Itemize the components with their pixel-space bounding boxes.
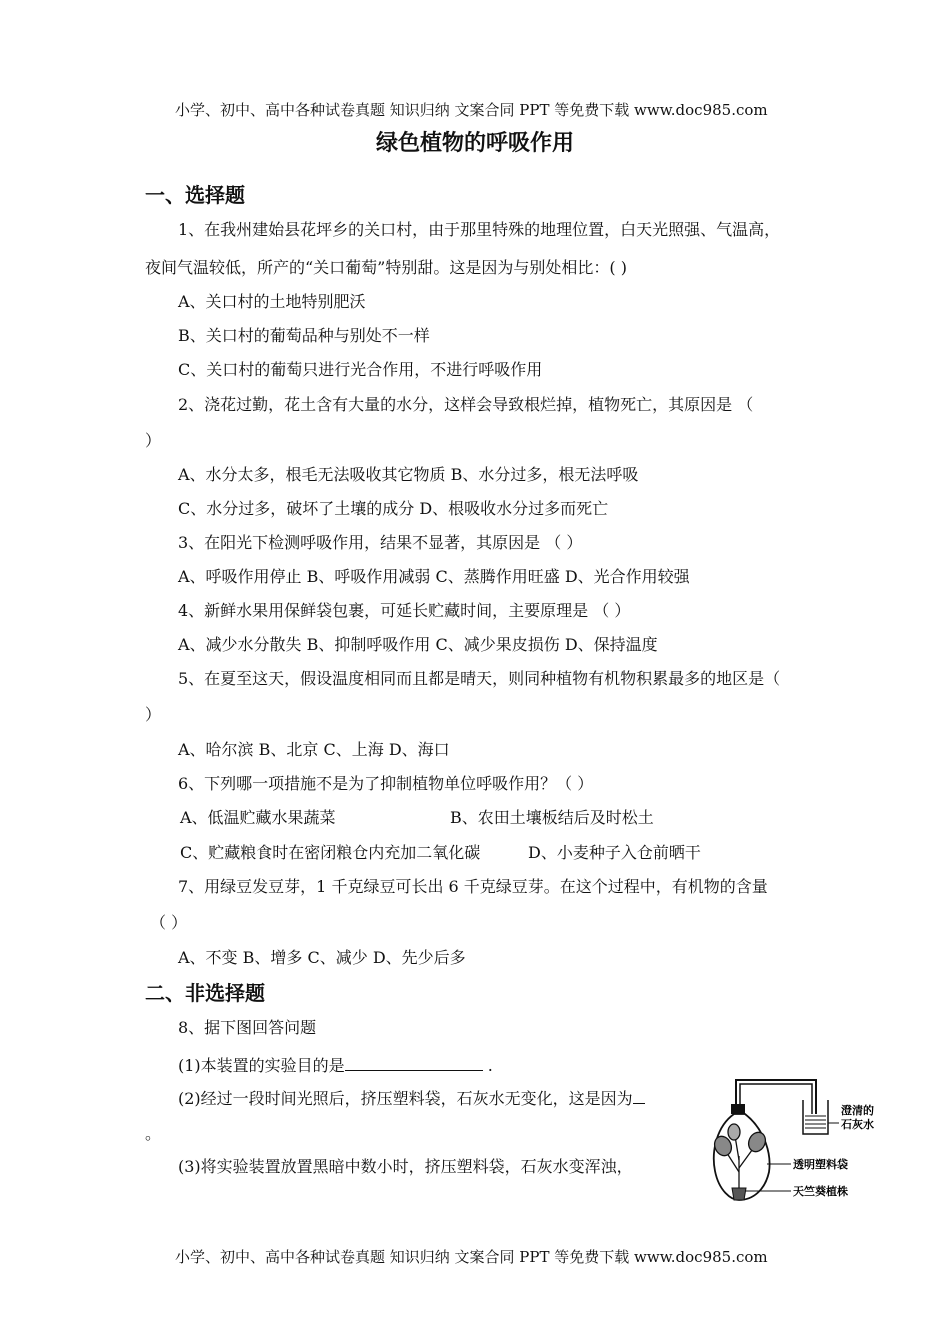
label-plastic-bag: 透明塑料袋 xyxy=(793,1158,848,1171)
question-2-line-2: ） xyxy=(145,431,162,450)
question-7-options: A、不变 B、增多 C、减少 D、先少后多 xyxy=(178,948,466,967)
question-8-part-2-end: 。 xyxy=(145,1124,162,1143)
page-footer: 小学、初中、高中各种试卷真题 知识归纳 文案合同 PPT 等免费下载 www.doc985.com xyxy=(175,1248,768,1266)
question-1-option-a: A、关口村的土地特别肥沃 xyxy=(178,292,366,311)
section-nonchoice-heading: 二、非选择题 xyxy=(145,981,265,1005)
question-6-line-1: 6、下列哪一项措施不是为了抑制植物单位呼吸作用？（ ） xyxy=(178,774,594,793)
limewater-hatch xyxy=(805,1116,826,1128)
answer-blank-2[interactable] xyxy=(633,1087,645,1104)
plastic-bag xyxy=(714,1114,770,1200)
delivery-tube xyxy=(736,1080,816,1114)
question-7-line-1: 7、用绿豆发豆芽，1 千克绿豆可长出 6 千克绿豆芽。在这个过程中，有机物的含量 xyxy=(178,877,768,896)
experiment-apparatus-figure xyxy=(705,1076,890,1216)
question-6-option-b: B、农田土壤板结后及时松土 xyxy=(450,808,654,827)
flower-pot xyxy=(732,1188,746,1200)
question-7-line-2: （ ） xyxy=(150,913,188,932)
answer-blank-1[interactable] xyxy=(345,1054,483,1071)
question-6-option-d: D、小麦种子入仓前晒干 xyxy=(528,843,701,862)
page-header: 小学、初中、高中各种试卷真题 知识归纳 文案合同 PPT 等免费下载 www.doc985.com xyxy=(175,101,768,119)
label-limewater-2: 石灰水 xyxy=(841,1118,874,1131)
geranium-plant xyxy=(712,1124,769,1194)
question-1-option-c: C、关口村的葡萄只进行光合作用，不进行呼吸作用 xyxy=(178,360,543,379)
label-limewater-1: 澄清的 xyxy=(841,1104,874,1117)
question-8-part-3: (3)将实验装置放置黑暗中数小时，挤压塑料袋，石灰水变浑浊， xyxy=(178,1157,633,1176)
question-6-option-a: A、低温贮藏水果蔬菜 xyxy=(180,808,336,827)
question-4-line-1: 4、新鲜水果用保鲜袋包裹，可延长贮藏时间，主要原理是 （ ） xyxy=(178,601,631,620)
question-5-line-2: ） xyxy=(145,705,162,724)
question-2-options-cd: C、水分过多，破坏了土壤的成分 D、根吸收水分过多而死亡 xyxy=(178,499,609,518)
question-5-line-1: 5、在夏至这天，假设温度相同而且都是晴天，则同种植物有机物积累最多的地区是（ xyxy=(178,669,781,688)
question-8-part-1 xyxy=(178,1054,493,1076)
question-5-options: A、哈尔滨 B、北京 C、上海 D、海口 xyxy=(178,740,450,759)
delivery-tube-inner xyxy=(740,1084,812,1114)
question-8-line-1: 8、据下图回答问题 xyxy=(178,1018,317,1037)
label-plant: 天竺葵植株 xyxy=(793,1185,848,1198)
question-8-part-2 xyxy=(178,1087,645,1109)
question-8-part-1-end: . xyxy=(482,1056,493,1075)
question-8-part-1-text: (1)本装置的实验目的是 xyxy=(178,1056,345,1075)
question-8-part-2-text: (2)经过一段时间光照后，挤压塑料袋，石灰水无变化，这是因为 xyxy=(178,1089,633,1108)
question-6-option-c: C、贮藏粮食时在密闭粮仓内充加二氧化碳 xyxy=(180,843,481,862)
question-2-line-1: 2、浇花过勤，花土含有大量的水分，这样会导致根烂掉，植物死亡，其原因是 （ xyxy=(178,395,754,414)
section-choice-heading: 一、选择题 xyxy=(145,183,245,207)
question-3-options: A、呼吸作用停止 B、呼吸作用减弱 C、蒸腾作用旺盛 D、光合作用较强 xyxy=(178,567,690,586)
question-2-options-ab: A、水分太多，根毛无法吸收其它物质 B、水分过多，根无法呼吸 xyxy=(178,465,639,484)
question-3-line-1: 3、在阳光下检测呼吸作用，结果不显著，其原因是 （ ） xyxy=(178,533,583,552)
stopper xyxy=(731,1104,745,1114)
question-1-line-2: 夜间气温较低，所产的“关口葡萄”特别甜。这是因为与别处相比：( ) xyxy=(145,258,627,277)
apparatus-diagram xyxy=(705,1076,890,1216)
page-title: 绿色植物的呼吸作用 xyxy=(375,131,574,156)
question-1-line-1: 1、在我州建始县花坪乡的关口村，由于那里特殊的地理位置，白天光照强、气温高， xyxy=(178,220,781,239)
question-1-option-b: B、关口村的葡萄品种与别处不一样 xyxy=(178,326,430,345)
question-4-options: A、减少水分散失 B、抑制呼吸作用 C、减少果皮损伤 D、保持温度 xyxy=(178,635,658,654)
